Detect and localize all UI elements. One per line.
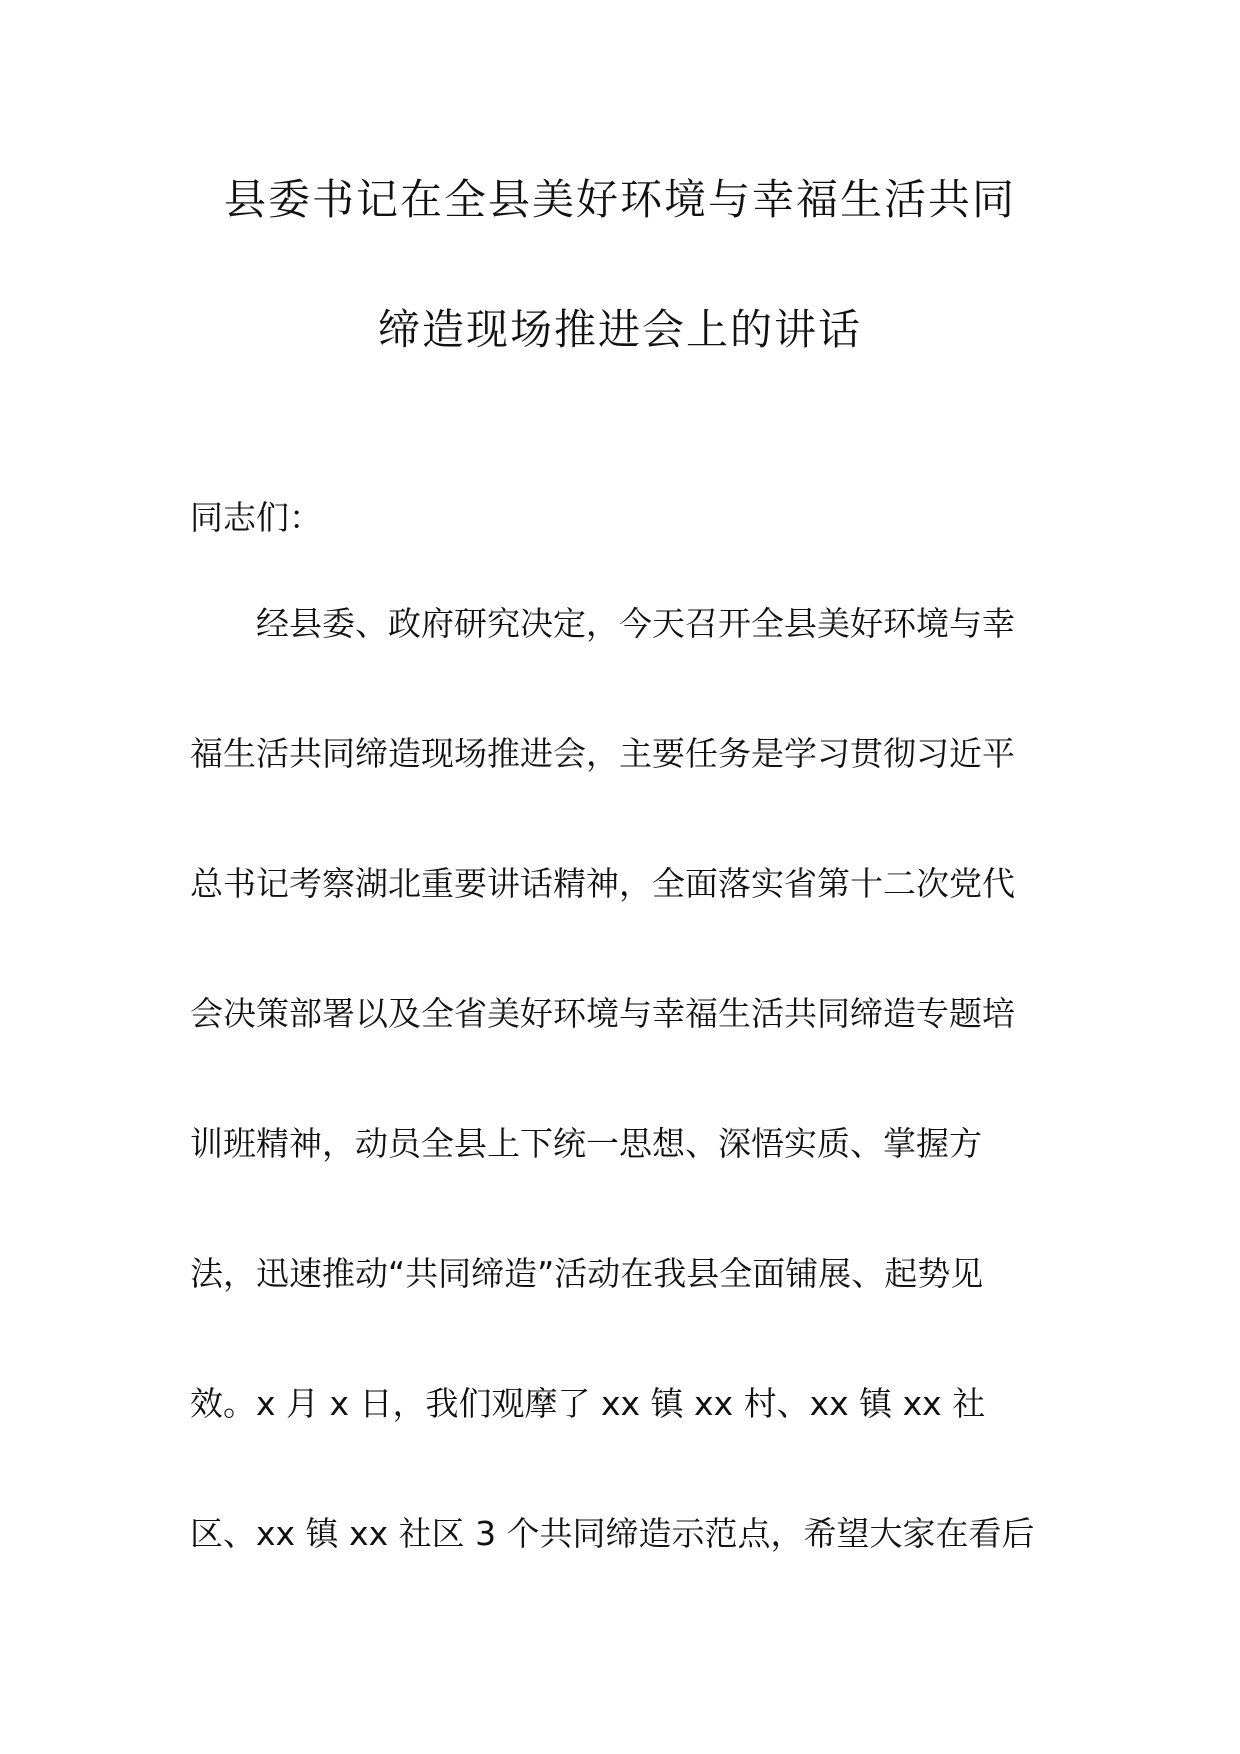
document-title-line-2: 缔造现场推进会上的讲话: [377, 305, 862, 354]
body-line-5: 训班精神，动员全县上下统一思想、深悟实质、掌握方: [190, 1124, 982, 1163]
body-line-1: 经县委、政府研究决定，今天召开全县美好环境与幸: [256, 604, 1015, 643]
body-line-3: 总书记考察湖北重要讲话精神，全面落实省第十二次党代: [190, 864, 1015, 903]
body-line-2: 福生活共同缔造现场推进会，主要任务是学习贯彻习近平: [190, 734, 1015, 773]
body-line-7: 效。x 月 x 日，我们观摩了 xx 镇 xx 村、xx 镇 xx 社: [190, 1384, 986, 1423]
body-line-8: 区、xx 镇 xx 社区 3 个共同缔造示范点，希望大家在看后: [190, 1514, 1035, 1553]
salutation: 同志们：: [190, 498, 322, 537]
body-line-6: 法，迅速推动“共同缔造”活动在我县全面铺展、起势见: [190, 1254, 984, 1293]
body-line-4: 会决策部署以及全省美好环境与幸福生活共同缔造专题培: [190, 994, 1015, 1033]
document-title-line-1: 县委书记在全县美好环境与幸福生活共同: [223, 175, 1016, 224]
